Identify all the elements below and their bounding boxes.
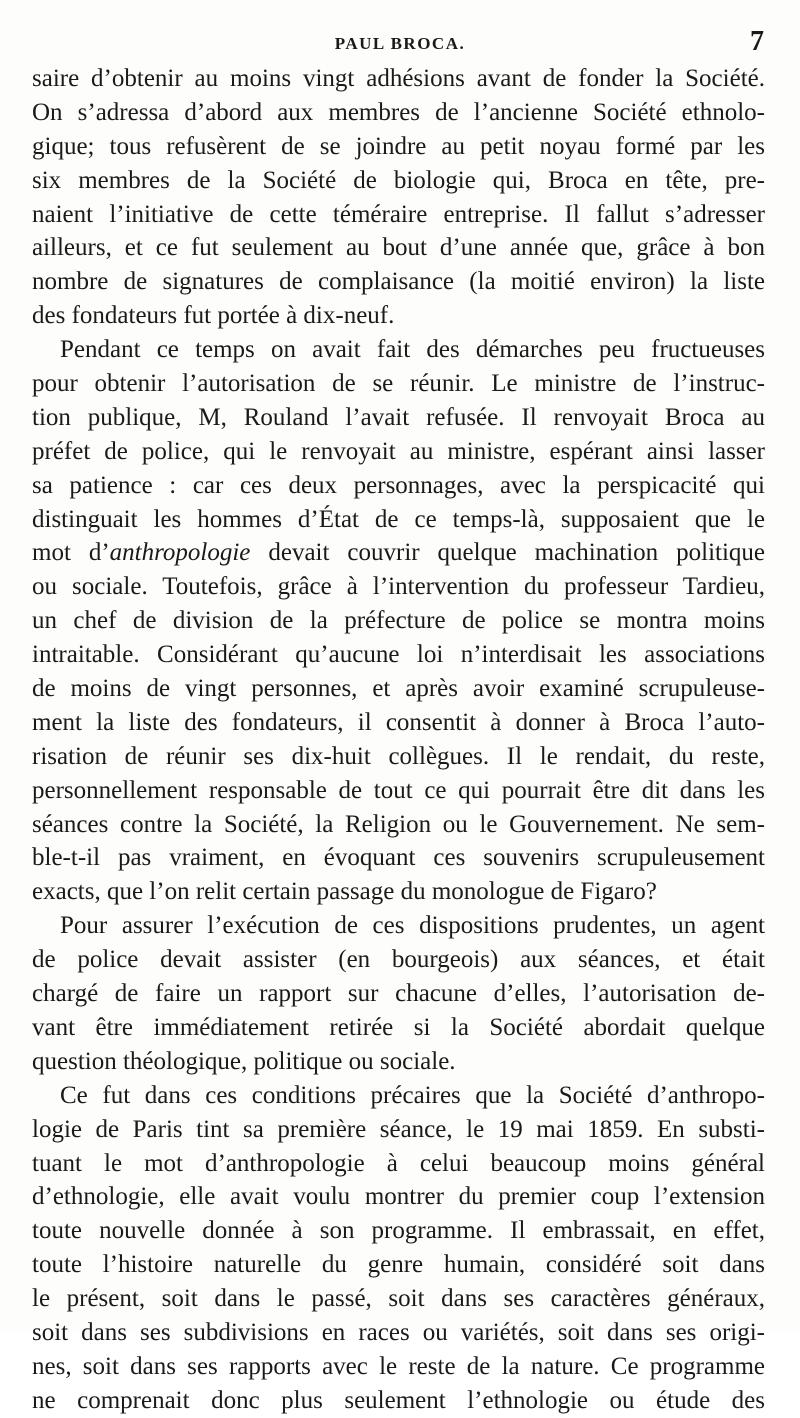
text-line: soit dans ses subdivisions en races ou variétés, soit dans ses origi- <box>32 1318 765 1346</box>
text-line: ment la liste des fondateurs, il consentit à donner à Broca l’auto- <box>32 708 765 736</box>
text-line: pour obtenir l’autorisation de se réunir. Le ministre de l’instruc- <box>32 370 765 398</box>
text-line: nes, soit dans ses rapports avec le reste de la nature. Ce programme <box>32 1352 765 1380</box>
paragraph-3 <box>32 909 765 1078</box>
text-line: toute nouvelle donnée à son programme. Il embrassait, en effet, <box>32 1217 765 1245</box>
text-line: On s’adressa d’abord aux membres de l’ancienne Société ethnolo- <box>32 98 765 126</box>
text-line: toute l’histoire naturelle du genre humain, considéré soit dans <box>32 1251 765 1279</box>
italic-term: anthropologie <box>109 539 251 567</box>
text-line: ou sociale. Toutefois, grâce à l’intervention du professeur Tardieu, <box>32 573 765 601</box>
text-line: d’ethnologie, elle avait voulu montrer du premier coup l’extension <box>32 1183 765 1211</box>
text-line: personnellement responsable de tout ce qui pourrait être dit dans les <box>32 776 765 804</box>
text-line: naient l’initiative de cette téméraire entreprise. Il fallut s’adresser <box>32 200 765 228</box>
text-run: mot d’ <box>32 539 110 567</box>
running-head <box>0 26 800 60</box>
text-line: de moins de vingt personnes, et après avoir examiné scrupuleuse- <box>32 675 765 703</box>
text-line: question théologique, politique ou sociale. <box>32 1047 456 1075</box>
text-line: saire d’obtenir au moins vingt adhésions avant de fonder la Société. <box>32 65 765 92</box>
text-line: le présent, soit dans le passé, soit dans ses caractères généraux, <box>32 1285 765 1313</box>
paragraph-2 <box>32 333 765 909</box>
paragraph-4 <box>32 1079 765 1418</box>
text-line: six membres de la Société de biologie qui, Broca en tête, pre- <box>32 166 765 194</box>
text-line: chargé de faire un rapport sur chacune d’elles, l’autorisation de- <box>32 980 765 1008</box>
body-text <box>32 62 765 1418</box>
text-line: intraitable. Considérant qu’aucune loi n’interdisait les associations <box>32 641 765 669</box>
text-line: ble-t-il pas vraiment, en évoquant ces souvenirs scrupuleusement <box>32 844 765 872</box>
text-line-italic-term <box>32 536 765 570</box>
text-line: distinguait les hommes d’État de ce temps-là, supposaient que le <box>32 505 765 533</box>
text-line: risation de réunir ses dix-huit collègues. Il le rendait, du reste, <box>32 742 765 770</box>
text-line: vant être immédiatement retirée si la Société abordait quelque <box>32 1013 765 1041</box>
text-line: Pendant ce temps on avait fait des démarches peu fructueuses <box>60 336 765 364</box>
text-line: ailleurs, et ce fut seulement au bout d’une année que, grâce à bon <box>32 234 765 262</box>
text-line: tion publique, M, Rouland l’avait refusée. Il renvoyait Broca au <box>32 403 765 431</box>
text-line: ne comprenait donc plus seulement l’ethnologie ou étude des <box>32 1386 765 1414</box>
text-run: devait couvrir quelque machination politique <box>250 539 766 567</box>
text-line: exacts, que l’on relit certain passage du monologue de Figaro? <box>32 878 657 906</box>
text-line: des fondateurs fut portée à dix-neuf. <box>32 302 395 330</box>
running-title: PAUL BROCA. <box>334 34 466 53</box>
text-line: de police devait assister (en bourgeois) aux séances, et était <box>32 946 765 974</box>
text-line: préfet de police, qui le renvoyait au ministre, espérant ainsi lasser <box>32 437 765 465</box>
text-line: sa patience : car ces deux personnages, avec la perspicacité qui <box>32 471 765 499</box>
text-line: nombre de signatures de complaisance (la moitié environ) la liste <box>32 268 765 296</box>
text-line: logie de Paris tint sa première séance, le 19 mai 1859. En substi- <box>32 1115 765 1143</box>
text-line: un chef de division de la préfecture de police se montra moins <box>32 607 765 635</box>
text-line: tuant le mot d’anthropologie à celui beaucoup moins général <box>32 1149 765 1177</box>
text-line: séances contre la Société, la Religion ou le Gouvernement. Ne sem- <box>32 810 765 838</box>
text-line: Ce fut dans ces conditions précaires que la Société d’anthropo- <box>60 1081 765 1109</box>
paragraph-1 <box>32 62 765 333</box>
text-line: gique; tous refusèrent de se joindre au petit noyau formé par les <box>32 132 765 160</box>
page-number: 7 <box>750 26 764 57</box>
text-line: Pour assurer l’exécution de ces dispositions prudentes, un agent <box>60 912 765 940</box>
